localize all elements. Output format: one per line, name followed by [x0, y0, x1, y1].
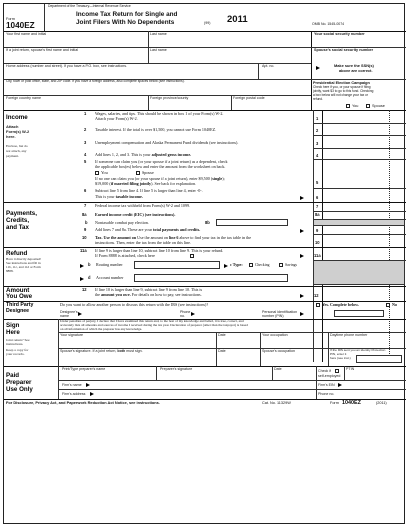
- preparer-signature-label: Preparer's signature: [160, 367, 193, 371]
- preparer-date-input[interactable]: [274, 373, 314, 379]
- presidential-campaign-text1: Check here if you, or your spouse if filing: [313, 85, 371, 89]
- line-8b-letter: b: [85, 220, 88, 225]
- ssn-arrow-icon: [316, 66, 320, 70]
- line-1-amount[interactable]: [324, 116, 388, 122]
- apt-number-input[interactable]: [262, 70, 308, 76]
- footer-form-id: 1040EZ: [342, 400, 361, 406]
- line-11b-letter: b: [88, 262, 91, 267]
- refund-shaded-area: [313, 260, 405, 285]
- presidential-campaign-text2: jointly, want $3 to go to this fund. Checking: [313, 89, 374, 93]
- keep-copy-note1: Keep a copy for: [6, 348, 29, 352]
- spouse-first-name-input[interactable]: [6, 53, 146, 59]
- check-if-label: Check if: [318, 369, 331, 373]
- designee-phone-arrow-icon: [191, 312, 195, 316]
- spouse-ssn-input[interactable]: [314, 55, 402, 61]
- line-12-text1: If line 10 is larger than line 9, subtract line 9 from line 10. This is: [95, 287, 203, 292]
- foreign-country-input[interactable]: [6, 102, 146, 108]
- perjury-declaration-line1: Under penalties of perjury, I declare that I have examined this return and, to the best of my knowledge and belief, it is true, correct, and: [60, 319, 244, 323]
- line-5-amount[interactable]: [324, 180, 388, 186]
- line-8b-box: 8b: [205, 220, 210, 225]
- ssn-note-line2: above are correct.: [339, 68, 373, 73]
- joint-return-note1: Joint return? See: [6, 338, 30, 342]
- form-code: (99): [204, 21, 211, 25]
- line-5-number: 5: [84, 159, 87, 164]
- footer-disclosure-notice: For Disclosure, Privacy Act, and Paperwork Reduction Act Notice, see instructions.: [6, 400, 160, 405]
- line-11d-letter: d: [88, 275, 91, 280]
- payments-title-line1: Payments,: [6, 210, 37, 217]
- ssn-label: Your social security number: [314, 32, 365, 36]
- payments-title-line3: and Tax: [6, 224, 29, 231]
- designee-pin-label: Personal identification: [262, 310, 298, 314]
- line-2-number: 2: [84, 127, 87, 132]
- line-4-number: 4: [84, 152, 87, 157]
- ip-pin-label3: here (see inst.): [330, 356, 351, 360]
- spouse-signature-input[interactable]: [60, 356, 210, 362]
- enclose-payment-line3: payment.: [6, 154, 19, 158]
- line-10-box: 10: [315, 240, 320, 245]
- line-9-text: Add lines 7 and 8a. These are your total payments and credits.: [95, 227, 201, 232]
- sign-here-title-line1: Sign: [6, 322, 20, 329]
- footer-form-year: (2011): [376, 401, 387, 405]
- firm-ein-label: Firm's EIN: [318, 383, 335, 387]
- ptin-label: PTIN: [346, 367, 355, 371]
- footer-catalog-number: Cat. No. 11329W: [262, 401, 291, 405]
- checking-checkbox[interactable]: [249, 263, 253, 267]
- line-11d-arrow-icon: [80, 277, 84, 281]
- line-5-you-checkbox[interactable]: [95, 171, 99, 175]
- preparer-name-label: Print/Type preparer's name: [62, 367, 106, 371]
- line-6-arrow-icon: [300, 196, 304, 200]
- designee-phone-input[interactable]: [197, 312, 257, 318]
- amount-owe-title-line2: You Owe: [6, 293, 33, 300]
- sign-here-title-line2: Here: [6, 329, 20, 336]
- spouse-last-name-input[interactable]: [150, 53, 310, 59]
- your-signature-date-label: Date: [218, 333, 226, 337]
- spouse-occupation-input[interactable]: [262, 356, 324, 362]
- campaign-you-checkbox[interactable]: [346, 104, 350, 108]
- last-name-label: Last name: [150, 32, 167, 36]
- spouse-occupation-label: Spouse's occupation: [262, 349, 296, 353]
- paid-preparer-title-line2: Preparer: [6, 379, 32, 386]
- firm-address-label: Firm's address: [62, 392, 86, 396]
- footer-form-word: Form: [330, 401, 339, 405]
- joint-return-note2: instructions.: [6, 342, 24, 346]
- line-6-text1: Subtract line 5 from line 4. If line 5 is larger than line 4, enter -0-.: [95, 188, 203, 193]
- form-title-line2: Joint Filers With No Dependents: [76, 19, 175, 26]
- firm-ein-input[interactable]: [344, 382, 402, 388]
- your-signature-date-input[interactable]: [218, 339, 258, 345]
- line-11a-box: 11a: [314, 253, 321, 258]
- foreign-province-label: Foreign province/county: [150, 96, 189, 100]
- account-number-boxes[interactable]: [134, 274, 288, 282]
- line-3-amount[interactable]: [324, 141, 388, 147]
- line-11b-label: Routing number: [96, 262, 123, 267]
- designee-name-input[interactable]: [84, 312, 176, 318]
- line-8b-shaded: [313, 219, 405, 226]
- designee-name-arrow-icon: [78, 312, 82, 316]
- line-11a-number: 11a: [80, 248, 87, 253]
- presidential-campaign-title: Presidential Election Campaign: [313, 81, 370, 85]
- third-party-question: Do you want to allow another person to discuss this return with the IRS (see instructions)?: [60, 302, 209, 307]
- line-2-text: Taxable interest. If the total is over $1,500, you cannot use Form 1040EZ.: [95, 127, 217, 132]
- designee-name-label: Designee's: [60, 310, 78, 314]
- home-address-input[interactable]: [6, 70, 256, 76]
- line-11a-text1: If line 9 is larger than line 10, subtract line 10 from line 9. This is your refund.: [95, 248, 224, 253]
- ip-pin-label1: If the IRS sent you an Identity Protection: [330, 348, 386, 352]
- apt-number-label: Apt. no.: [262, 64, 275, 68]
- foreign-province-input[interactable]: [150, 102, 230, 108]
- firm-name-label: Firm's name: [62, 383, 82, 387]
- campaign-spouse-checkbox[interactable]: [366, 104, 370, 108]
- line-11a-arrow-icon: [300, 254, 304, 258]
- preparer-name-input[interactable]: [62, 373, 152, 379]
- first-name-input[interactable]: [6, 37, 146, 43]
- line-9-box: 9: [316, 228, 319, 233]
- line-12-number: 12: [82, 287, 87, 292]
- paid-preparer-title-line1: Paid: [6, 372, 20, 379]
- line-12-arrow-icon: [300, 294, 304, 298]
- spouse-ssn-label: Spouse's social security number: [314, 48, 374, 52]
- checking-label: Checking: [255, 263, 270, 267]
- line-10-text1: Tax. Use the amount on Use the amount on line 6 above to find your tax in the tax table in the: [95, 235, 252, 240]
- attach-w2-line2: Form(s) W-2: [6, 129, 30, 134]
- first-name-label: Your first name and initial: [6, 32, 47, 36]
- line-2-amount[interactable]: [324, 128, 388, 134]
- campaign-spouse-label: Spouse: [372, 104, 385, 108]
- form-id: 1040EZ: [6, 21, 35, 30]
- perjury-declaration-line3: on all information of which the preparer has any knowledge.: [60, 327, 143, 331]
- routing-number-boxes[interactable]: [134, 261, 220, 269]
- designee-no-label: No: [392, 302, 398, 307]
- presidential-campaign-text4: refund.: [313, 97, 323, 101]
- line-1-text2: Attach your Form(s) W-2.: [95, 116, 138, 121]
- spouse-last-name-label: Last name: [150, 48, 167, 52]
- line-8b-input-box[interactable]: [216, 219, 288, 226]
- firm-ein-arrow-icon: [338, 383, 342, 387]
- refund-section-title: Refund: [6, 250, 28, 257]
- line-7-box: 7: [316, 204, 319, 209]
- line-3-number: 3: [84, 140, 87, 145]
- your-signature-input[interactable]: [60, 339, 210, 345]
- home-address-label: Home address (number and street). If you have a P.O. box, see instructions.: [6, 64, 127, 68]
- line-6-amount[interactable]: [324, 194, 388, 200]
- line-3-box: 3: [316, 141, 319, 146]
- omb-number: OMB No. 1545-0074: [312, 22, 345, 26]
- line-11d-label: Account number: [96, 275, 124, 280]
- form-8888-checkbox[interactable]: [190, 254, 194, 258]
- spouse-signature-date-input[interactable]: [218, 356, 258, 362]
- line-10-text2: instructions. Then, enter the tax from the table on this line.: [95, 240, 191, 245]
- enclose-payment-line1: Enclose, but do: [6, 144, 28, 148]
- line-12-box: 12: [314, 293, 319, 298]
- line-12-amount[interactable]: [324, 292, 388, 298]
- ip-pin-label2: PIN, enter it: [330, 352, 347, 356]
- foreign-country-label: Foreign country name: [6, 96, 41, 100]
- presidential-campaign-text3: a box below will not change your tax or: [313, 93, 368, 97]
- self-employed-checkbox[interactable]: [335, 369, 339, 373]
- perjury-declaration-line2: accurately lists all amounts and sources of income I received during the tax year. Declaration of preparer (other than the taxpayer) is based: [60, 323, 248, 327]
- department-name: Department of the Treasury—Internal Revenue Service: [48, 4, 131, 8]
- preparer-date-label: Date: [274, 367, 282, 371]
- line-6-number: 6: [84, 188, 87, 193]
- line-5-text1: If someone can claim you (or your spouse if a joint return) as a dependent, check: [95, 159, 228, 164]
- line-5-box: 5: [316, 180, 319, 185]
- designee-yes-checkbox[interactable]: [316, 303, 320, 307]
- attach-w2-line1: Attach: [6, 124, 19, 129]
- savings-label: Savings: [285, 263, 298, 267]
- line-1-number: 1: [84, 111, 87, 116]
- amount-owe-title-line1: Amount: [6, 287, 30, 294]
- line-8a-box: 8a: [315, 212, 320, 217]
- line-3-text: Unemployment compensation and Alaska Permanent Fund dividends (see instructions).: [95, 140, 239, 145]
- spouse-signature-date-label: Date: [218, 349, 226, 353]
- designee-pin-label2: number (PIN): [262, 314, 284, 318]
- line-1-text: Wages, salaries, and tips. This should be shown in box 1 of your Form(s) W-2.: [95, 111, 224, 116]
- income-section-title: Income: [6, 114, 28, 121]
- line-11b-arrow-icon: [80, 264, 84, 268]
- savings-checkbox[interactable]: [279, 263, 283, 267]
- line-5-spouse-label: Spouse: [142, 170, 154, 175]
- line-8a-number: 8a: [82, 212, 87, 217]
- foreign-postal-input[interactable]: [233, 102, 309, 108]
- third-party-title-line2: Designee: [6, 308, 30, 314]
- line-10-number: 10: [82, 235, 87, 240]
- foreign-postal-label: Foreign postal code: [233, 96, 265, 100]
- last-name-input[interactable]: [150, 37, 310, 43]
- line-11a-text2: If Form 8888 is attached, check here: [95, 253, 155, 258]
- line-5-text3: If no one can claim you (or your spouse if a joint return), enter $9,500 (single);: [95, 176, 225, 181]
- line-4-text: Add lines 1, 2, and 3. This is your adjusted gross income.: [95, 152, 192, 157]
- line-10-amount[interactable]: [324, 240, 388, 246]
- line-11a-amount[interactable]: [324, 253, 388, 259]
- designee-pin-arrow-icon: [300, 312, 304, 316]
- line-5-you-label: You: [101, 170, 108, 175]
- line-11c-arrow-icon: [224, 264, 228, 268]
- line-5-text2: the applicable box(es) below and enter the amount from the worksheet on back.: [95, 164, 226, 169]
- your-occupation-label: Your occupation: [262, 333, 288, 337]
- payments-title-line2: Credits,: [6, 217, 30, 224]
- line-9-number: 9: [84, 227, 87, 232]
- designee-phone-label: Phone: [180, 310, 191, 314]
- your-signature-label: Your signature: [60, 333, 84, 337]
- form-title-line1: Income Tax Return for Single and: [76, 11, 178, 18]
- ssn-note-line1: Make sure the SSN(s): [334, 63, 374, 68]
- line-12-text2: the amount you owe. For details on how to pay, see instructions.: [95, 292, 202, 297]
- third-party-title-line1: Third Party: [6, 302, 34, 308]
- line-7-text: Federal income tax withheld from Form(s) W-2 and 1099.: [95, 203, 191, 208]
- spouse-signature-label: Spouse's signature. If a joint return, both must sign.: [60, 349, 143, 353]
- firm-address-arrow-icon: [90, 392, 94, 396]
- form-word: Form: [6, 17, 15, 21]
- line-5-spouse-checkbox[interactable]: [136, 171, 140, 175]
- firm-name-input[interactable]: [92, 382, 312, 388]
- line-8b-text: Nontaxable combat pay election.: [95, 220, 149, 225]
- tax-year: 2011: [227, 14, 248, 25]
- line-11c-label: c Type:: [230, 262, 243, 267]
- ip-pin-boxes[interactable]: [356, 355, 402, 363]
- line-7-number: 7: [84, 203, 87, 208]
- your-occupation-input[interactable]: [262, 339, 324, 345]
- line-2-box: 2: [316, 128, 319, 133]
- designee-yes-label: Yes. Complete below.: [322, 302, 359, 307]
- ssn-input[interactable]: [314, 39, 402, 45]
- line-8a-text: Earned income credit (EIC) (see instructions).: [95, 212, 176, 217]
- city-state-zip-input[interactable]: [6, 87, 306, 93]
- line-5-text4: $19,000 (if married filing jointly). See back for explanation.: [95, 181, 197, 186]
- enclose-payment-line2: not attach, any: [6, 149, 27, 153]
- designee-name-label2: name: [60, 314, 69, 318]
- direct-deposit-note: Have it directly deposited! See instructions and fill in 11b, 11c, and 11d or Form 8888.: [6, 257, 42, 273]
- keep-copy-note2: your records.: [6, 352, 25, 356]
- attach-w2-line3: here.: [6, 134, 16, 139]
- line-6-text2: This is your taxable income.: [95, 194, 143, 199]
- daytime-phone-input[interactable]: [330, 339, 402, 345]
- campaign-you-label: You: [352, 104, 359, 108]
- city-state-zip-label: City, town or post office, state, and ZIP code. If you have a foreign address, also complete spaces below (see instructions).: [6, 79, 185, 83]
- ptin-input[interactable]: [346, 373, 402, 379]
- form-1040ez-page: [3, 3, 405, 524]
- daytime-phone-label: Daytime phone number: [330, 333, 368, 337]
- line-8a-amount[interactable]: [324, 212, 388, 218]
- preparer-signature-input[interactable]: [160, 373, 270, 379]
- line-6-box: 6: [316, 195, 319, 200]
- line-4-box: 4: [316, 153, 319, 158]
- spouse-first-name-label: If a joint return, spouse's first name and initial: [6, 48, 78, 52]
- firm-address-input[interactable]: [96, 391, 312, 397]
- self-employed-label: self-employed: [318, 374, 341, 378]
- line-9-arrow-icon: [300, 229, 304, 233]
- firm-name-arrow-icon: [86, 383, 90, 387]
- firm-phone-label: Phone no.: [318, 392, 335, 396]
- designee-pin-boxes[interactable]: [334, 310, 384, 317]
- line-7-amount[interactable]: [324, 204, 388, 210]
- designee-no-checkbox[interactable]: [386, 303, 390, 307]
- paid-preparer-title-line3: Use Only: [6, 386, 33, 393]
- firm-phone-input[interactable]: [342, 391, 402, 397]
- designee-phone-label2: no.: [180, 314, 185, 318]
- line-1-box: 1: [316, 116, 319, 121]
